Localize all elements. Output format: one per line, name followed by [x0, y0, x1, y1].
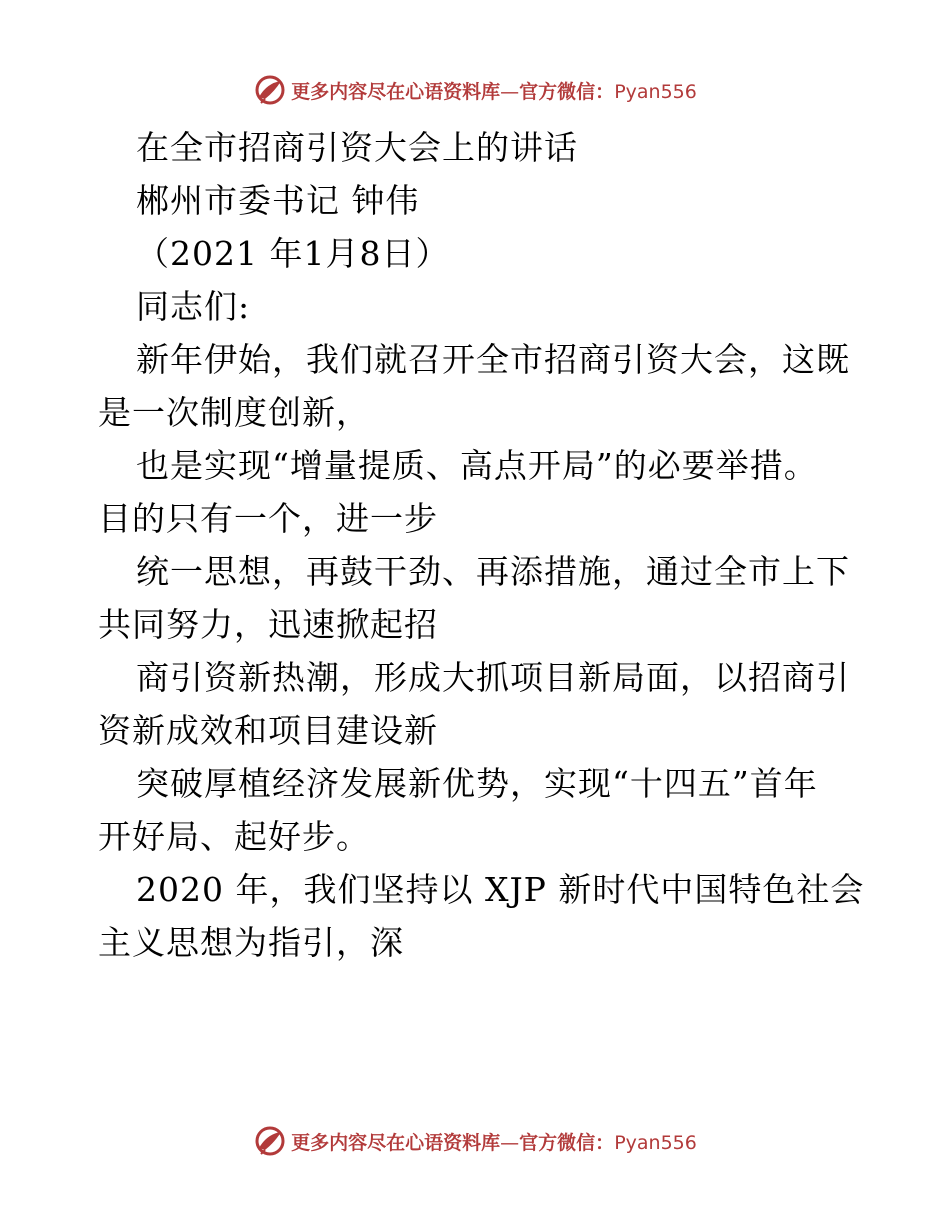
paragraph-line: 是一次制度创新，	[98, 393, 370, 432]
pen-logo-icon	[253, 73, 287, 107]
document-author: 郴州市委书记 钟伟	[136, 181, 420, 220]
banner-wechat-id: Pyan556	[614, 80, 697, 103]
paragraph-line: 资新成效和项目建设新	[98, 711, 438, 750]
banner-wechat-label: 官方微信：	[519, 80, 615, 103]
paragraph-line: 2020 年，我们坚持以 XJP 新时代中国特色社会	[136, 870, 865, 909]
banner-dash: —	[500, 80, 520, 103]
paragraph-line: 目的只有一个，进一步	[98, 499, 438, 538]
paragraph-line: 开好局、起好步。	[98, 817, 370, 856]
banner-wechat-id: Pyan556	[614, 1131, 697, 1154]
paragraph-line: 也是实现“增量提质、高点开局”的必要举措。	[136, 446, 818, 485]
document-body	[98, 121, 865, 969]
pen-logo-icon	[253, 1124, 287, 1158]
paragraph-line: 主义思想为指引，深	[98, 923, 404, 962]
paragraph-line: 突破厚植经济发展新优势，实现“十四五”首年	[136, 764, 818, 803]
banner-text	[291, 77, 697, 104]
paragraph-line: 共同努力，迅速掀起招	[98, 605, 438, 644]
header-watermark-banner	[0, 70, 950, 110]
document-title: 在全市招商引资大会上的讲话	[136, 128, 578, 167]
banner-site-text: 更多内容尽在心语资料库	[291, 80, 501, 103]
footer-watermark-banner	[0, 1121, 950, 1161]
paragraph-line: 统一思想，再鼓干劲、再添措施，通过全市上下	[136, 552, 850, 591]
paragraph-line: 商引资新热潮，形成大抓项目新局面，以招商引	[136, 658, 850, 697]
paragraph-line: 新年伊始，我们就召开全市招商引资大会，这既	[136, 340, 850, 379]
banner-wechat-label: 官方微信：	[519, 1131, 615, 1154]
banner-text	[291, 1128, 697, 1155]
banner-site-text: 更多内容尽在心语资料库	[291, 1131, 501, 1154]
document-salutation: 同志们:	[136, 287, 251, 326]
banner-dash: —	[500, 1131, 520, 1154]
document-date: （2021 年1月8日）	[136, 234, 450, 273]
